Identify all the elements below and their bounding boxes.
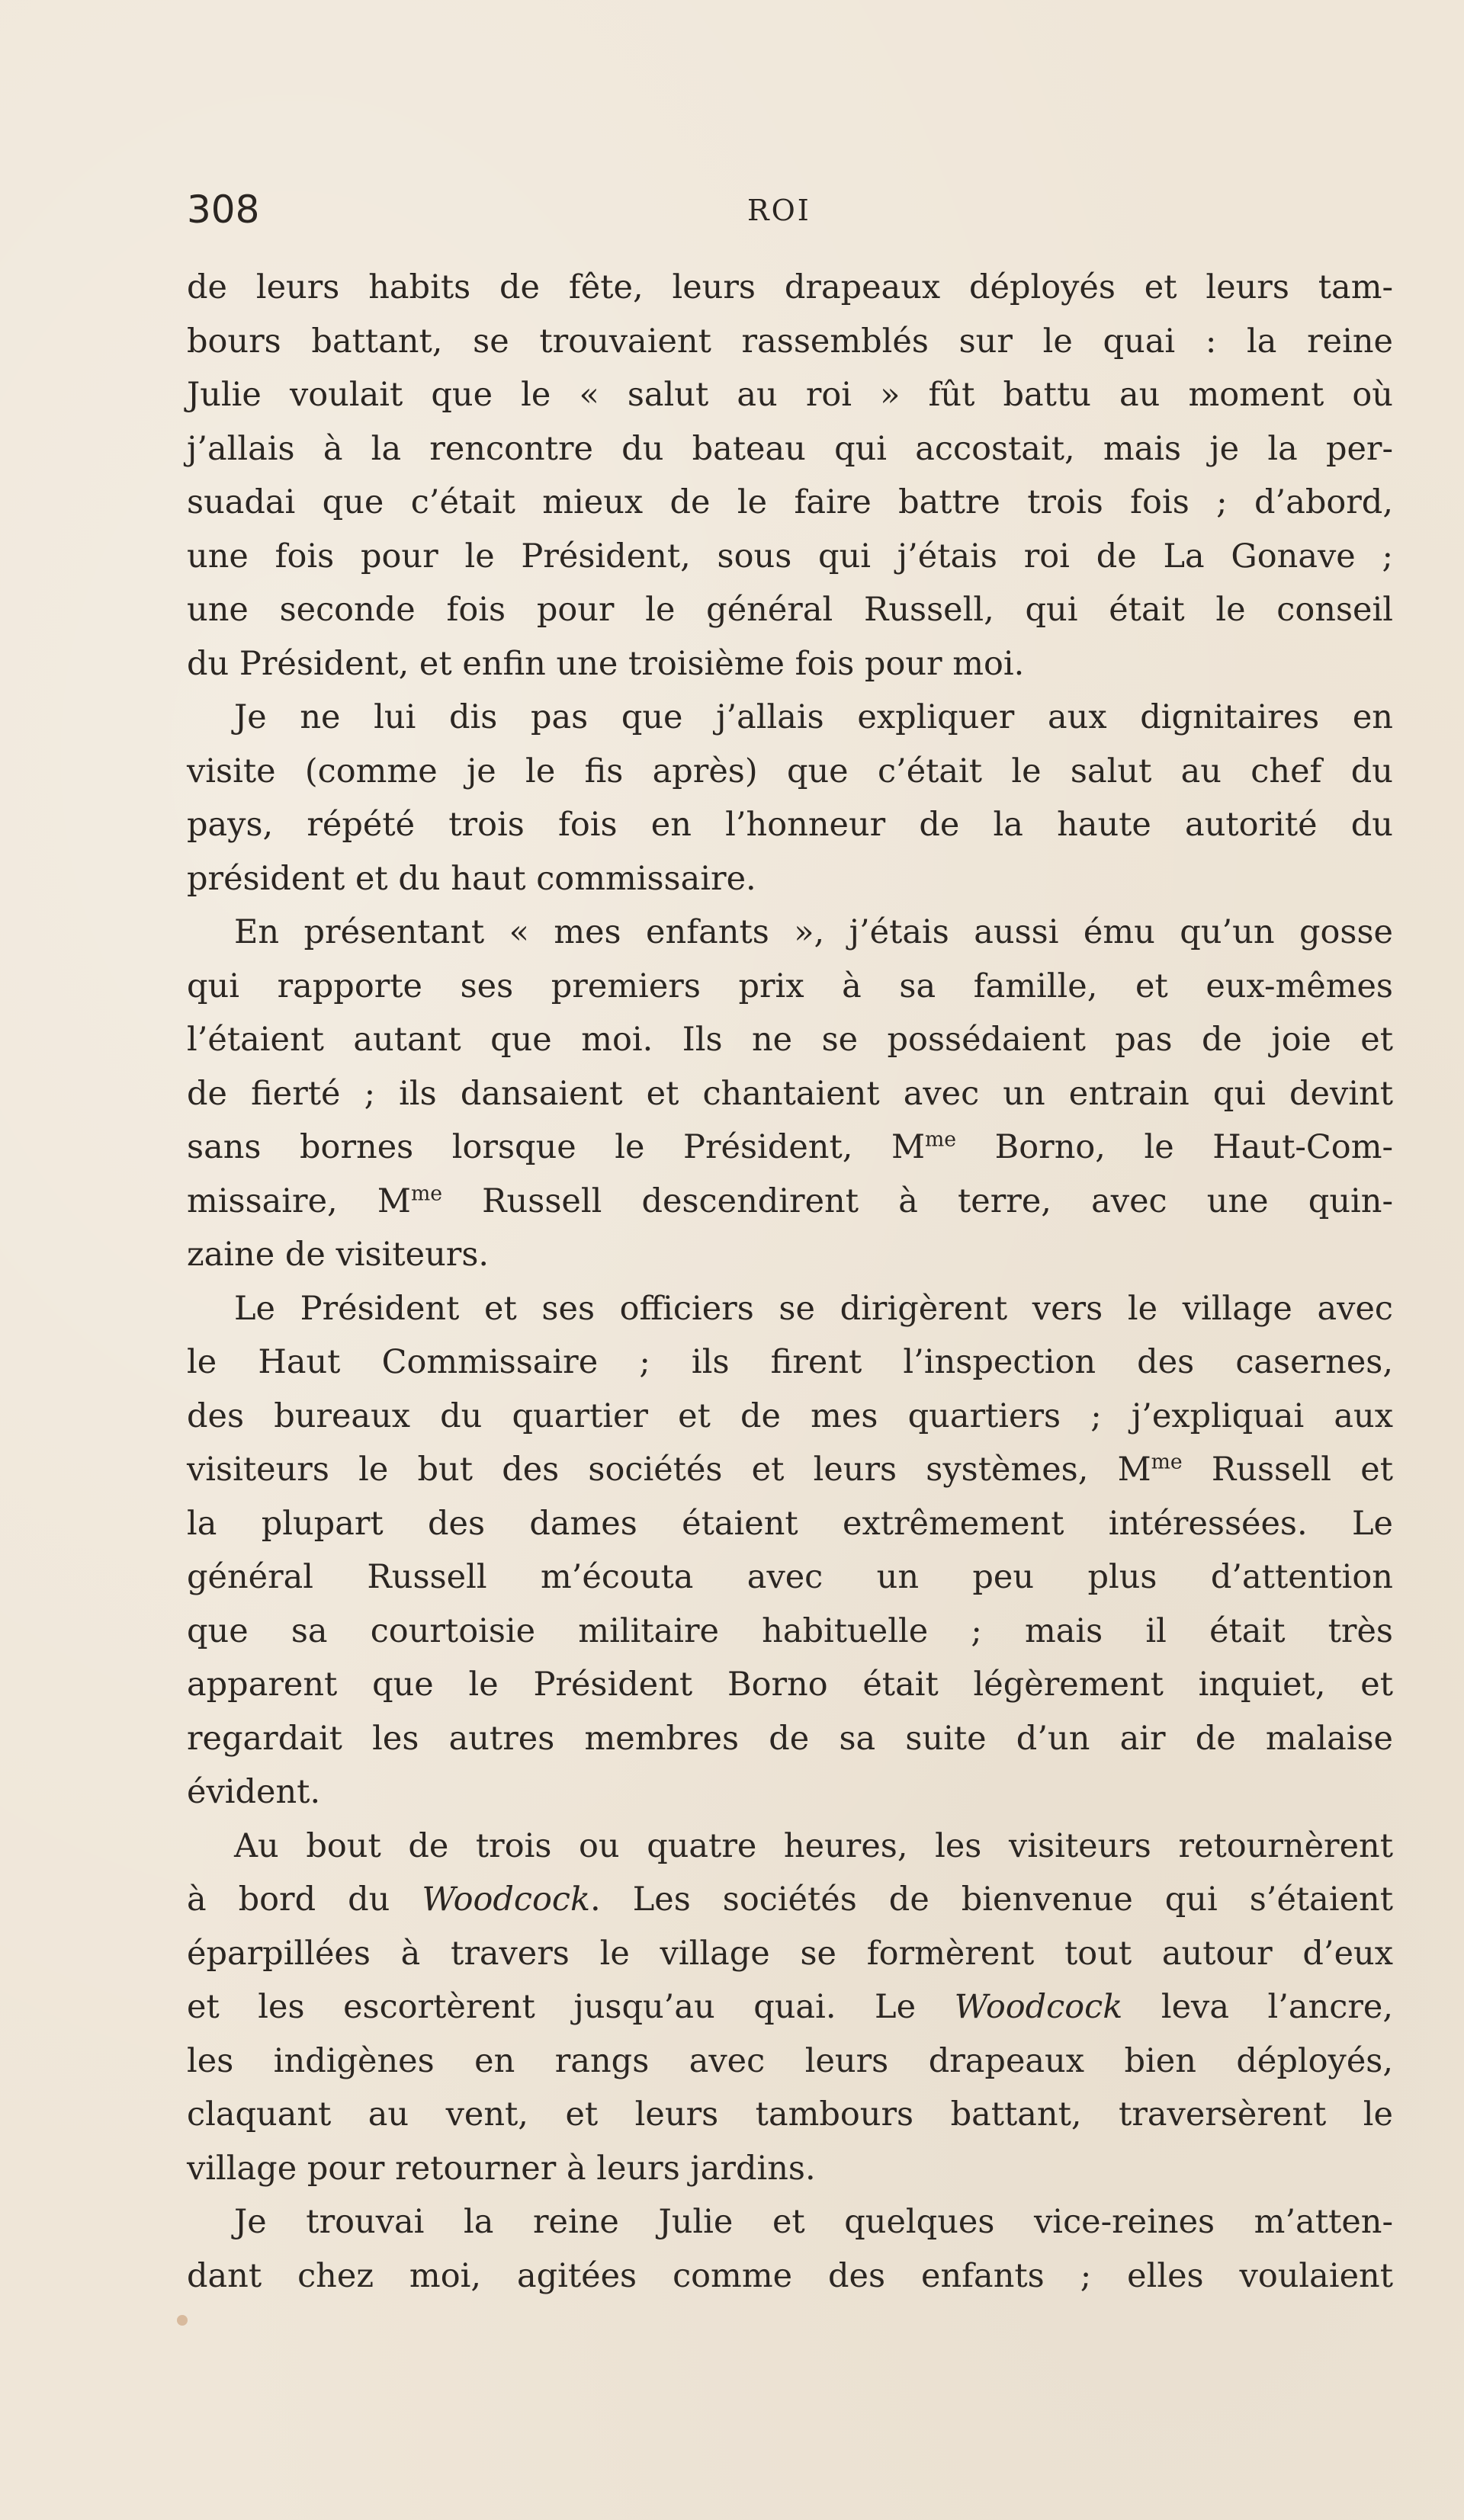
text-line: Je trouvai la reine Julie et quelques vice-reines m’atten- — [234, 2203, 1393, 2241]
paragraph — [187, 2195, 1393, 2303]
text-line: Julie voulait que le « salut au roi » fût battu au moment où — [187, 376, 1393, 414]
text-line: apparent que le Président Borno était légèrement inquiet, et — [187, 1666, 1393, 1704]
text-line: sans bornes lorsque le Président, $M^{me}$ Borno, le Haut-Com- — [187, 1127, 1394, 1166]
text-line: de leurs habits de fête, leurs drapeaux déployés et leurs tam- — [187, 268, 1393, 306]
text-line: la plupart des dames étaient extrêmement intéressées. Le — [187, 1504, 1393, 1543]
text-line: les indigènes en rangs avec leurs drapeaux bien déployés, — [187, 2041, 1393, 2080]
text-line: suadai que c’était mieux de le faire battre trois fois ; d’abord, — [187, 483, 1393, 521]
paragraph — [187, 261, 1393, 691]
text-line: éparpillées à travers le village se formèrent tout autour d’eux — [187, 1934, 1393, 1973]
text-line: visite (comme je le fis après) que c’était le salut au chef du — [187, 752, 1393, 790]
paragraph — [187, 1282, 1393, 1819]
text-line: des bureaux du quartier et de mes quartiers ; j’expliquai aux — [187, 1396, 1393, 1435]
text-line: bours battant, se trouvaient rassemblés sur le quai : la reine — [187, 322, 1393, 361]
text-line: et les escortèrent jusqu’au quai. Le Woodcock leva l’ancre, — [187, 1988, 1393, 2026]
body-text — [187, 261, 1393, 2303]
text-line: qui rapporte ses premiers prix à sa famille, et eux-mêmes — [187, 967, 1393, 1005]
text-line: Je ne lui dis pas que j’allais expliquer aux dignitaires en — [234, 698, 1393, 736]
text-line: Le Président et ses officiers se dirigèrent vers le village avec — [234, 1289, 1393, 1328]
text-line: que sa courtoisie militaire habituelle ; mais il était très — [187, 1611, 1393, 1650]
text-line: claquant au vent, et leurs tambours battant, traversèrent le — [187, 2095, 1393, 2134]
page-number: 308 — [187, 188, 260, 232]
paragraph — [187, 1819, 1393, 2196]
text-line: général Russell m’écouta avec un peu plus d’attention — [187, 1558, 1393, 1596]
text-line: missaire, $M^{me}$ Russell descendirent à terre, avec une quin- — [187, 1181, 1393, 1220]
text-line: président et du haut commissaire. — [187, 859, 756, 898]
text-line: le Haut Commissaire ; ils firent l’inspection des casernes, — [187, 1343, 1393, 1381]
text-line: En présentant « mes enfants », j’étais aussi ému qu’un gosse — [234, 913, 1393, 951]
text-line: visiteurs le but des sociétés et leurs systèmes, $M^{me}$ Russell et — [187, 1450, 1393, 1489]
paper-stain — [177, 2315, 188, 2326]
text-line: Au bout de trois ou quatre heures, les visiteurs retournèrent — [234, 1826, 1393, 1865]
text-line: une seconde fois pour le général Russell, qui était le conseil — [187, 591, 1393, 629]
text-line: dant chez moi, agitées comme des enfants ; elles voulaient — [187, 2256, 1393, 2295]
text-line: regardait les autres membres de sa suite d’un air de malaise — [187, 1719, 1393, 1758]
paragraph — [187, 906, 1393, 1282]
text-line: évident. — [187, 1773, 321, 1811]
running-title: ROI — [747, 194, 811, 227]
running-head — [187, 183, 1392, 236]
text-line: du Président, et enfin une troisième fois pour moi. — [187, 644, 1025, 683]
text-line: une fois pour le Président, sous qui j’étais roi de La Gonave ; — [187, 537, 1393, 575]
text-line: de fierté ; ils dansaient et chantaient avec un entrain qui devint — [187, 1074, 1393, 1113]
text-line: zaine de visiteurs. — [187, 1236, 490, 1274]
text-line: à bord du Woodcock. Les sociétés de bienvenue qui s’étaient — [187, 1880, 1393, 1919]
text-line: pays, répété trois fois en l’honneur de la haute autorité du — [187, 806, 1393, 844]
text-line: village pour retourner à leurs jardins. — [187, 2149, 816, 2188]
text-line: l’étaient autant que moi. Ils ne se possédaient pas de joie et — [187, 1021, 1393, 1059]
text-line: j’allais à la rencontre du bateau qui accostait, mais je la per- — [187, 429, 1393, 468]
paragraph — [187, 691, 1393, 906]
